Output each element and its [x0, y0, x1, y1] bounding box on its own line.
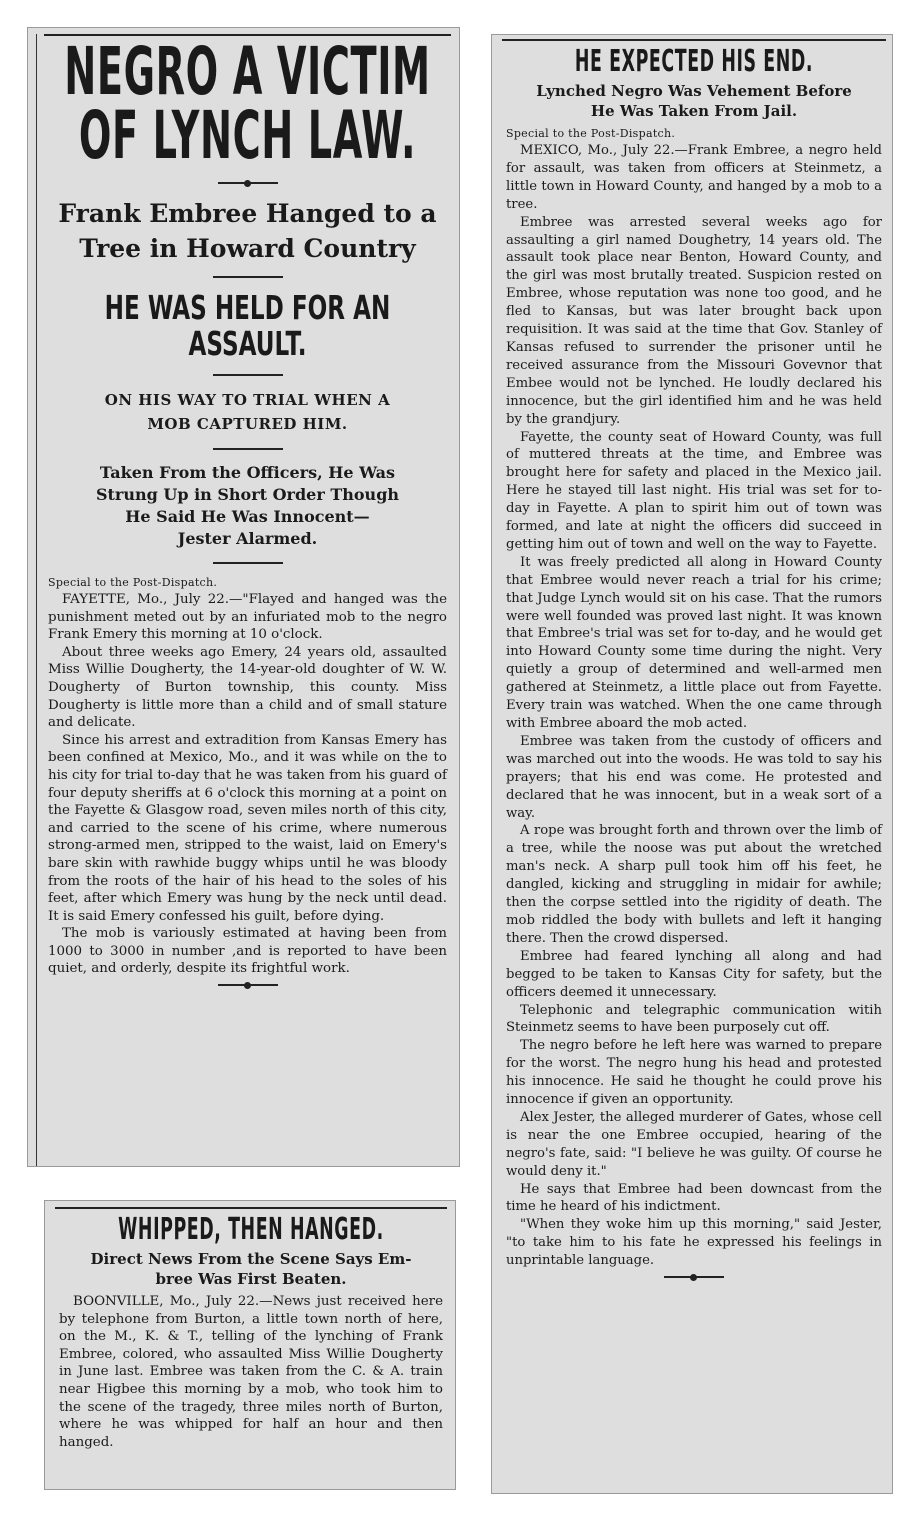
deck-divider [213, 276, 283, 278]
right-subhead-line-2: He Was Taken From Jail. [590, 102, 798, 120]
paragraph: Telephonic and telegraphic communication witih Steinmetz seems to have been purposely cut off. [506, 1002, 882, 1036]
end-rule [664, 1276, 724, 1278]
main-headline-line-1: NEGRO A VICTIM [64, 33, 431, 110]
deck-two: HE WAS HELD FOR AN ASSAULT. [104, 288, 391, 363]
right-headline: HE EXPECTED HIS END. [574, 44, 814, 79]
paragraph: BOONVILLE, Mo., July 22.—News just received here by telephone from Burton, a little town north of here, on the M., K. & T., telling of the lynching of Frank Embree, colored, who assaulted Miss Willie Dougherty in June last. Embree was taken from the C. & A. train near Higbee this morning by a mob, who took him to the scene of the tragedy, three miles north of Burton, where he was whipped for half an hour and then hanged. [59, 1294, 443, 1450]
paragraph: Fayette, the county seat of Howard County, was full of muttered threats at the time, and Embree was brought here for safety and placed in the Mexico jail. Here he stayed till last night. His trial was set for to-day in Fayette. A plan to spirit him out of town was formed, and late at night the officers did succeed in getting him out of town and well on the way to Fayette. [506, 429, 882, 552]
bottom-article-clipping [44, 1200, 456, 1490]
bottom-subhead-line-1: Direct News From the Scene Says Em- [90, 1250, 412, 1268]
paragraph: The negro before he left here was warned to prepare for the worst. The negro hung his head and protested his innocence. He said he thought he could prove his innocence if given an opportunity. [506, 1038, 882, 1108]
article-body [506, 142, 882, 1270]
right-subhead-line-1: Lynched Negro Was Vehement Before [536, 82, 852, 100]
paragraph: FAYETTE, Mo., July 22.—"Flayed and hanged was the punishment meted out by an infuriated mob to the negro Frank Emery this morning at 10 o'clock. [48, 592, 447, 643]
paragraph: Embree was taken from the custody of officers and was marched out into the woods. He was told to say his prayers; that his end was come. He protested and declared that he was innocent, but in a weak sort of a way. [506, 733, 882, 821]
paragraph: About three weeks ago Emery, 24 years old, assaulted Miss Willie Dougherty, the 14-year-old doughter of W. W. Dougherty of Burton township, this county. Miss Dougherty is little more than a child and of small stature and delicate. [48, 644, 447, 731]
deck-divider [213, 562, 283, 564]
headline-divider [218, 182, 278, 184]
article-body [48, 591, 447, 978]
right-subhead [506, 81, 882, 121]
top-rule [502, 39, 886, 41]
deck-three-line-1: ON HIS WAY TO TRIAL WHEN A [104, 391, 391, 409]
bottom-headline: WHIPPED, THEN HANGED. [118, 1212, 384, 1247]
byline: Special to the Post-Dispatch. [48, 576, 218, 589]
bottom-subhead [59, 1249, 443, 1289]
end-rule [218, 984, 278, 986]
deck-one-line-1: Frank Embree Hanged to a [58, 199, 437, 228]
paragraph: Since his arrest and extradition from Kansas Emery has been confined at Mexico, Mo., and it was while on the to his city for trial to-day that he was taken from his guard of four deputy sheriffs at 6 o'clock this morning at a point on the Fayette & Glasgow road, seven miles north of this city, and carried to the scene of his crime, where numerous strong-armed men, stripped to the waist, laid on Emery's bare skin with rawhide buggy whips until he was bloody from the roots of the hair of his head to the soles of his feet, after which Emery was hung by the neck until dead. It is said Emery confessed his guilt, before dying. [48, 732, 447, 924]
deck-divider [213, 448, 283, 450]
paragraph: MEXICO, Mo., July 22.—Frank Embree, a negro held for assault, was taken from officers at Steinmetz, a little town in Howard County, and hanged by a mob to a tree. [506, 143, 882, 212]
paragraph: Alex Jester, the alleged murderer of Gates, whose cell is near the one Embree occupied, hearing of the negro's fate, said: "I believe he was guilty. Of course he would deny it." [506, 1109, 882, 1179]
paragraph: It was freely predicted all along in Howard County that Embree would never reach a trial for his crime; that Judge Lynch would sit on his case. That the rumors were well founded was proved last night. It was known that Embree's trial was set for to-day, and he would get into Howard County some time during the night. Very quietly a group of determined and well-armed men gathered at Steinmetz, a little place out from Fayette. Every train was watched. When the one came through with Embree aboard the mob acted. [506, 554, 882, 731]
deck-divider [213, 374, 283, 376]
paragraph: "When they woke him up this morning," said Jester, "to take him to his fate he expressed his feelings in unprintable language. [506, 1217, 882, 1269]
article-body [59, 1293, 443, 1451]
deck-three-line-2: MOB CAPTURED HIM. [147, 415, 348, 433]
paragraph: Embree was arrested several weeks ago for assaulting a girl named Doughetry, 14 years old. The assault took place near Benton, Howard County, and the girl was most brutally treated. Suspicion rested on Embree, whose reputation was none too good, and he fled to Kansas, but was later brought back upon requisition. It was said at the time that Gov. Stanley of Kansas refused to surrender the prisoner until he received assurance from the Missouri Govevnor that Embee would not be lynched. He loudly declared his innocence, but the girl identified him and he was held by the grandjury. [506, 214, 882, 427]
deck-four-line-3: He Said He Was Innocent— [125, 507, 370, 526]
bottom-subhead-line-2: bree Was First Beaten. [155, 1270, 347, 1288]
deck-four-line-2: Strung Up in Short Order Though [95, 485, 400, 504]
deck-four-line-4: Jester Alarmed. [177, 529, 318, 548]
paragraph: A rope was brought forth and thrown over the limb of a tree, while the noose was put about the wretched man's neck. A sharp pull took him off his feet, he dangled, kicking and struggling in midair for awhile; then the corpse settled into the rigidity of death. The mob riddled the body with bullets and left it hanging there. Then the crowd dispersed. [506, 823, 882, 946]
top-rule [55, 1207, 447, 1209]
byline: Special to the Post-Dispatch. [506, 127, 676, 140]
deck-four-line-1: Taken From the Officers, He Was [99, 463, 396, 482]
right-article-clipping [491, 34, 893, 1494]
paragraph: Embree had feared lynching all along and had begged to be taken to Kansas City for safety, but the officers deemed it unnecessary. [506, 948, 882, 1000]
main-headline-line-2: OF LYNCH LAW. [78, 97, 417, 174]
deck-one-line-2: Tree in Howard Country [79, 234, 416, 263]
left-article-clipping [27, 27, 460, 1167]
column-rule [36, 34, 37, 1166]
paragraph: He says that Embree had been downcast from the time he heard of his indictment. [506, 1181, 882, 1215]
paragraph: The mob is variously estimated at having been from 1000 to 3000 in number ,and is reported to have been quiet, and orderly, despite its frightful work. [48, 926, 447, 977]
